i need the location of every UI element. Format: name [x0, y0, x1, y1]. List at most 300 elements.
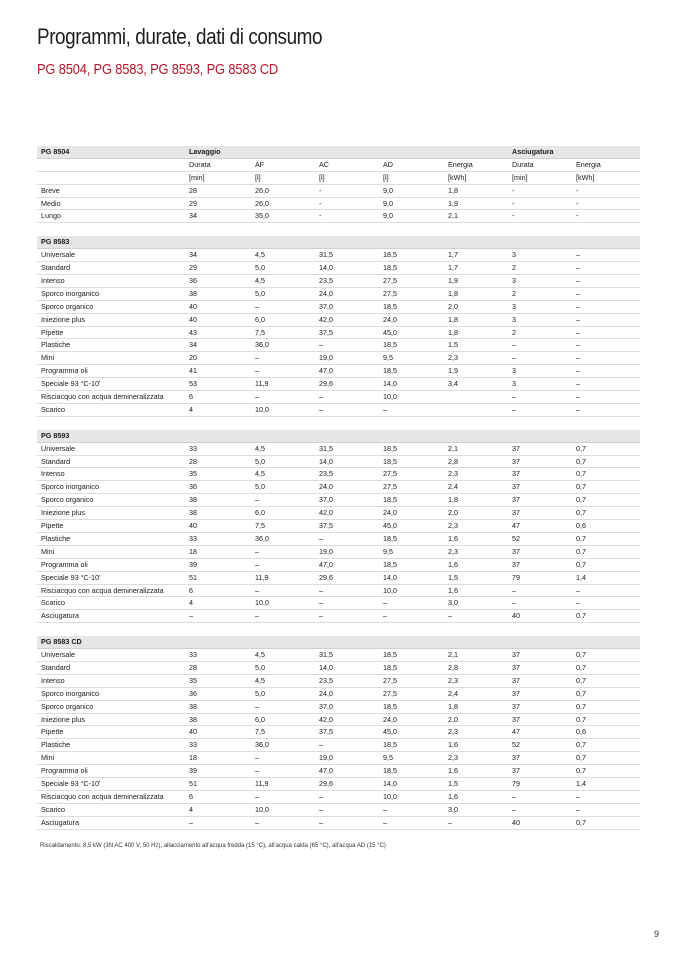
program-name: Risciacquo con acqua demineralizzata — [41, 392, 164, 402]
table-cell: 18,5 — [383, 740, 397, 750]
table-cell: 2,0 — [448, 301, 458, 311]
table-cell: 47,0 — [319, 766, 333, 776]
table-row — [37, 791, 640, 804]
table-cell: 45,0 — [383, 521, 397, 531]
table-cell: 37 — [512, 546, 520, 556]
table-cell: 9,0 — [383, 185, 393, 195]
table-cell: 1,4 — [576, 572, 586, 582]
table-cell: 1,6 — [448, 766, 458, 776]
table-cell: 7,5 — [255, 727, 265, 737]
table-cell: 0,7 — [576, 662, 586, 672]
table-cell: 27,5 — [383, 675, 397, 685]
program-name: Mini — [41, 753, 55, 763]
table-cell: 18 — [189, 546, 197, 556]
table-cell: 79 — [512, 572, 520, 582]
table-row — [37, 404, 640, 417]
table-cell: – — [255, 392, 259, 402]
table-cell: 5,0 — [255, 456, 265, 466]
table-cell: 18,5 — [383, 250, 397, 260]
table-cell: – — [255, 585, 259, 595]
table-row — [37, 572, 640, 585]
table-cell: 0,7 — [576, 688, 586, 698]
table-cell: 40 — [512, 611, 520, 621]
program-name: Sporco organico — [41, 495, 94, 505]
table-cell: – — [512, 598, 516, 608]
program-name: Universale — [41, 250, 75, 260]
table-cell: 79 — [512, 778, 520, 788]
group-drying-label: Asciugatura — [512, 147, 554, 156]
table-row — [37, 662, 640, 675]
table-cell: 37 — [512, 701, 520, 711]
column-label: Energia — [448, 159, 473, 169]
table-cell: 0,6 — [576, 521, 586, 531]
table-row — [37, 481, 640, 494]
program-name: Mini — [41, 353, 55, 363]
section-model-label: PG 8583 — [41, 237, 70, 247]
table-cell: 24,0 — [383, 714, 397, 724]
section-spacer — [37, 623, 640, 636]
table-row — [37, 610, 640, 623]
table-cell: 47,0 — [319, 559, 333, 569]
table-cell: – — [255, 353, 259, 363]
table-cell: 0,7 — [576, 675, 586, 685]
table-cell: 1,9 — [448, 198, 458, 208]
table-cell: 4 — [189, 804, 193, 814]
program-name: Sporco inorganico — [41, 688, 99, 698]
table-cell: 9,5 — [383, 353, 393, 363]
table-cell: – — [255, 495, 259, 505]
column-label: AF — [255, 159, 265, 169]
table-row — [37, 391, 640, 404]
program-name: Standard — [41, 662, 71, 672]
table-cell: 2,4 — [448, 688, 458, 698]
table-cell: 0,7 — [576, 456, 586, 466]
table-cell: 2,3 — [448, 469, 458, 479]
table-cell: 28 — [189, 456, 197, 466]
table-cell: 18,5 — [383, 263, 397, 273]
table-cell: 3 — [512, 366, 516, 376]
table-cell: 29 — [189, 198, 197, 208]
column-label: Durata — [189, 159, 211, 169]
program-name: Intenso — [41, 469, 65, 479]
table-cell: 3,0 — [448, 598, 458, 608]
table-cell: 14,0 — [383, 572, 397, 582]
table-cell: – — [576, 404, 580, 414]
table-cell: – — [255, 301, 259, 311]
table-cell: 40 — [512, 817, 520, 827]
table-cell: 0,7 — [576, 508, 586, 518]
table-cell: – — [448, 817, 452, 827]
table-cell: 23,5 — [319, 276, 333, 286]
table-cell: 0,7 — [576, 559, 586, 569]
column-label: AD — [383, 159, 393, 169]
table-cell: 37 — [512, 714, 520, 724]
table-cell: 53 — [189, 379, 197, 389]
table-cell: – — [512, 585, 516, 595]
unit-label: [min] — [189, 172, 205, 182]
table-cell: – — [576, 263, 580, 273]
table-cell: 27,5 — [383, 688, 397, 698]
table-cell: – — [383, 611, 387, 621]
table-row — [37, 726, 640, 739]
table-cell: 2,3 — [448, 675, 458, 685]
program-name: Speciale 93 °C-10' — [41, 572, 101, 582]
column-label: Durata — [512, 159, 534, 169]
table-cell: 31,5 — [319, 250, 333, 260]
table-cell: 38 — [189, 508, 197, 518]
table-cell: 1,7 — [448, 250, 458, 260]
table-row — [37, 817, 640, 830]
table-row — [37, 701, 640, 714]
table-cell: 24,0 — [319, 688, 333, 698]
table-cell: 35 — [189, 469, 197, 479]
program-name: Scarico — [41, 804, 65, 814]
table-cell: 0,7 — [576, 701, 586, 711]
table-cell: – — [512, 340, 516, 350]
table-row — [37, 739, 640, 752]
table-cell: 3 — [512, 301, 516, 311]
table-cell: 9,5 — [383, 546, 393, 556]
table-cell: 14,0 — [319, 456, 333, 466]
table-cell: 1,7 — [448, 263, 458, 273]
table-cell: 0,7 — [576, 482, 586, 492]
table-cell: 18,5 — [383, 340, 397, 350]
table-cell: 18,5 — [383, 559, 397, 569]
table-cell: - — [319, 211, 322, 221]
table-cell: 10,0 — [255, 404, 269, 414]
table-cell: 10,0 — [383, 791, 397, 801]
table-cell: 14,0 — [319, 662, 333, 672]
program-name: Asciugatura — [41, 817, 79, 827]
table-cell: 2,1 — [448, 443, 458, 453]
table-cell: 10,0 — [255, 598, 269, 608]
program-name: Breve — [41, 185, 60, 195]
table-row — [37, 546, 640, 559]
footnote: Riscaldamento: 8,5 kW (3N AC 400 V, 50 Hz), allacciamento all'acqua fredda (15 °C), all'acqua calda (65 °C), all'acqua AD (15 °C) — [40, 843, 386, 849]
table-cell: 0,7 — [576, 740, 586, 750]
program-name: Mini — [41, 546, 55, 556]
table-cell: 6,0 — [255, 314, 265, 324]
table-cell: 40 — [189, 301, 197, 311]
table-cell: – — [512, 392, 516, 402]
section-spacer — [37, 223, 640, 236]
table-cell: 1,9 — [448, 276, 458, 286]
table-cell: 4,5 — [255, 675, 265, 685]
table-cell: 37 — [512, 508, 520, 518]
program-name: Iniezione plus — [41, 508, 85, 518]
table-cell: – — [576, 250, 580, 260]
table-cell: 27,5 — [383, 482, 397, 492]
table-cell: 33 — [189, 443, 197, 453]
table-row — [37, 778, 640, 791]
table-cell: 38 — [189, 701, 197, 711]
table-cell: 11,9 — [255, 572, 269, 582]
table-cell: – — [255, 366, 259, 376]
table-cell: 45,0 — [383, 327, 397, 337]
table-cell: 5,0 — [255, 482, 265, 492]
table-cell: – — [383, 598, 387, 608]
section-header — [37, 636, 640, 649]
table-cell: – — [319, 740, 323, 750]
table-cell: 36 — [189, 482, 197, 492]
table-cell: 3,0 — [448, 804, 458, 814]
table-row — [37, 468, 640, 481]
table-cell: 19,0 — [319, 546, 333, 556]
program-name: Iniezione plus — [41, 314, 85, 324]
table-cell: 0,7 — [576, 546, 586, 556]
table-cell: 35 — [189, 675, 197, 685]
table-cell: - — [319, 185, 322, 195]
program-name: Programma oli — [41, 366, 88, 376]
program-name: Scarico — [41, 404, 65, 414]
table-cell: 2 — [512, 288, 516, 298]
table-cell: – — [255, 753, 259, 763]
unit-label: [l] — [383, 172, 389, 182]
table-cell: 3 — [512, 250, 516, 260]
unit-label: [l] — [255, 172, 261, 182]
table-cell: 2,3 — [448, 353, 458, 363]
table-row — [37, 314, 640, 327]
table-row — [37, 327, 640, 340]
table-cell: 29,6 — [319, 572, 333, 582]
table-cell: – — [576, 301, 580, 311]
table-cell: 19,0 — [319, 353, 333, 363]
program-name: Plastiche — [41, 740, 71, 750]
table-cell: 47 — [512, 521, 520, 531]
table-cell: 38 — [189, 714, 197, 724]
table-cell: 5,0 — [255, 662, 265, 672]
table-cell: – — [512, 353, 516, 363]
table-cell: 42,0 — [319, 714, 333, 724]
table-cell: 33 — [189, 533, 197, 543]
program-name: Risciacquo con acqua demineralizzata — [41, 585, 164, 595]
table-cell: 1,4 — [576, 778, 586, 788]
table-cell: 5,0 — [255, 688, 265, 698]
table-cell: – — [576, 340, 580, 350]
table-row — [37, 288, 640, 301]
page-subtitle: PG 8504, PG 8583, PG 8593, PG 8583 CD — [37, 61, 279, 78]
table-cell: – — [255, 766, 259, 776]
column-label: AC — [319, 159, 329, 169]
program-name: Sporco inorganico — [41, 482, 99, 492]
table-cell: 3 — [512, 314, 516, 324]
table-cell: 7,5 — [255, 521, 265, 531]
table-cell: 4 — [189, 598, 193, 608]
table-cell: 27,5 — [383, 276, 397, 286]
table-row — [37, 765, 640, 778]
table-cell: 18,5 — [383, 766, 397, 776]
table-cell: - — [512, 185, 515, 195]
table-cell: - — [576, 198, 579, 208]
table-cell: 1,5 — [448, 340, 458, 350]
table-cell: – — [319, 404, 323, 414]
table-cell: 9,5 — [383, 753, 393, 763]
table-cell: 37 — [512, 469, 520, 479]
program-name: Iniezione plus — [41, 714, 85, 724]
table-cell: 23,5 — [319, 469, 333, 479]
table-cell: 5,0 — [255, 263, 265, 273]
table-cell: – — [255, 817, 259, 827]
table-cell: 14,0 — [383, 778, 397, 788]
table-cell: – — [319, 804, 323, 814]
table-cell: – — [319, 340, 323, 350]
table-cell: 27,5 — [383, 288, 397, 298]
table-row — [37, 804, 640, 817]
group-washing-label: Lavaggio — [189, 147, 221, 156]
table-cell: 1,6 — [448, 585, 458, 595]
table-cell: 6,0 — [255, 508, 265, 518]
table-cell: 28 — [189, 662, 197, 672]
table-cell: 37,5 — [319, 727, 333, 737]
units-row — [37, 172, 640, 185]
table-cell: 31,5 — [319, 443, 333, 453]
table-cell: 26,0 — [255, 185, 269, 195]
table-cell: – — [319, 533, 323, 543]
table-cell: – — [512, 804, 516, 814]
table-cell: 0,7 — [576, 650, 586, 660]
table-cell: 36 — [189, 276, 197, 286]
table-cell: – — [576, 379, 580, 389]
table-cell: – — [383, 404, 387, 414]
table-cell: 3,4 — [448, 379, 458, 389]
table-cell: 37 — [512, 675, 520, 685]
table-row — [37, 185, 640, 198]
table-cell: – — [319, 585, 323, 595]
table-cell: 18,5 — [383, 443, 397, 453]
program-name: Sporco organico — [41, 701, 94, 711]
table-cell: – — [576, 288, 580, 298]
table-cell: 52 — [512, 533, 520, 543]
column-label: Energia — [576, 159, 601, 169]
table-row — [37, 352, 640, 365]
table-cell: 24,0 — [319, 288, 333, 298]
table-cell: 37 — [512, 766, 520, 776]
table-cell: – — [255, 546, 259, 556]
table-cell: 36,0 — [255, 740, 269, 750]
table-row — [37, 378, 640, 391]
table-cell: – — [255, 611, 259, 621]
table-cell: – — [576, 327, 580, 337]
table-cell: 14,0 — [319, 263, 333, 273]
table-cell: – — [255, 559, 259, 569]
program-name: Asciugatura — [41, 611, 79, 621]
table-cell: 10,0 — [383, 585, 397, 595]
program-name: Sporco organico — [41, 301, 94, 311]
table-cell: 31,5 — [319, 650, 333, 660]
table-row — [37, 520, 640, 533]
table-cell: – — [255, 701, 259, 711]
table-cell: 37,0 — [319, 495, 333, 505]
table-cell: 0,7 — [576, 611, 586, 621]
table-cell: 18,5 — [383, 533, 397, 543]
table-cell: 2,8 — [448, 662, 458, 672]
program-name: Standard — [41, 456, 71, 466]
table-cell: 0,7 — [576, 495, 586, 505]
table-cell: 34 — [189, 250, 197, 260]
table-cell: 51 — [189, 778, 197, 788]
table-cell: – — [319, 791, 323, 801]
table-cell: 1,6 — [448, 533, 458, 543]
table-row — [37, 365, 640, 378]
section-spacer — [37, 417, 640, 430]
table-cell: 2,0 — [448, 508, 458, 518]
program-name: Plastiche — [41, 340, 71, 350]
table-cell: 1,8 — [448, 288, 458, 298]
table-cell: 2,4 — [448, 482, 458, 492]
table-cell: 18,5 — [383, 701, 397, 711]
table-cell: 10,0 — [255, 804, 269, 814]
program-name: Speciale 93 °C-10' — [41, 379, 101, 389]
table-cell: 6 — [189, 585, 193, 595]
table-cell: 37 — [512, 443, 520, 453]
table-cell: - — [576, 211, 579, 221]
table-cell: 2,3 — [448, 753, 458, 763]
table-cell: 18,5 — [383, 301, 397, 311]
table-row — [37, 675, 640, 688]
table-cell: – — [576, 276, 580, 286]
table-cell: – — [383, 804, 387, 814]
table-cell: 18,5 — [383, 456, 397, 466]
section-header — [37, 146, 640, 159]
unit-label: [kWh] — [448, 172, 467, 182]
program-name: Standard — [41, 263, 71, 273]
unit-label: [l] — [319, 172, 325, 182]
table-cell: 52 — [512, 740, 520, 750]
table-cell: 38 — [189, 495, 197, 505]
table-cell: 6 — [189, 791, 193, 801]
table-cell: 2,3 — [448, 727, 458, 737]
program-name: Programma oli — [41, 559, 88, 569]
table-cell: 36,0 — [255, 340, 269, 350]
table-cell: 6 — [189, 392, 193, 402]
table-cell: 18 — [189, 753, 197, 763]
table-cell: 36 — [189, 688, 197, 698]
table-row — [37, 249, 640, 262]
table-row — [37, 275, 640, 288]
table-cell: – — [189, 611, 193, 621]
table-cell: 19,0 — [319, 753, 333, 763]
table-cell: 1,8 — [448, 314, 458, 324]
table-row — [37, 585, 640, 598]
table-cell: 4,5 — [255, 276, 265, 286]
table-cell: 0,7 — [576, 817, 586, 827]
table-cell: 38 — [189, 288, 197, 298]
program-name: Universale — [41, 650, 75, 660]
table-cell: 2,0 — [448, 714, 458, 724]
table-cell: 11,9 — [255, 379, 269, 389]
table-cell: 9,0 — [383, 211, 393, 221]
table-cell: 18,5 — [383, 495, 397, 505]
table-cell: 29,6 — [319, 778, 333, 788]
section-header — [37, 430, 640, 443]
table-cell: 2 — [512, 263, 516, 273]
program-name: Plastiche — [41, 533, 71, 543]
table-row — [37, 198, 640, 211]
table-cell: – — [448, 611, 452, 621]
table-cell: 37 — [512, 650, 520, 660]
table-cell: 0,7 — [576, 533, 586, 543]
table-cell: 3 — [512, 379, 516, 389]
program-name: Scarico — [41, 598, 65, 608]
table-cell: 37 — [512, 688, 520, 698]
table-cell: 11,9 — [255, 778, 269, 788]
table-row — [37, 443, 640, 456]
table-cell: 36,0 — [255, 533, 269, 543]
table-cell: 39 — [189, 559, 197, 569]
table-cell: 34 — [189, 340, 197, 350]
table-cell: 4,5 — [255, 250, 265, 260]
table-row — [37, 649, 640, 662]
